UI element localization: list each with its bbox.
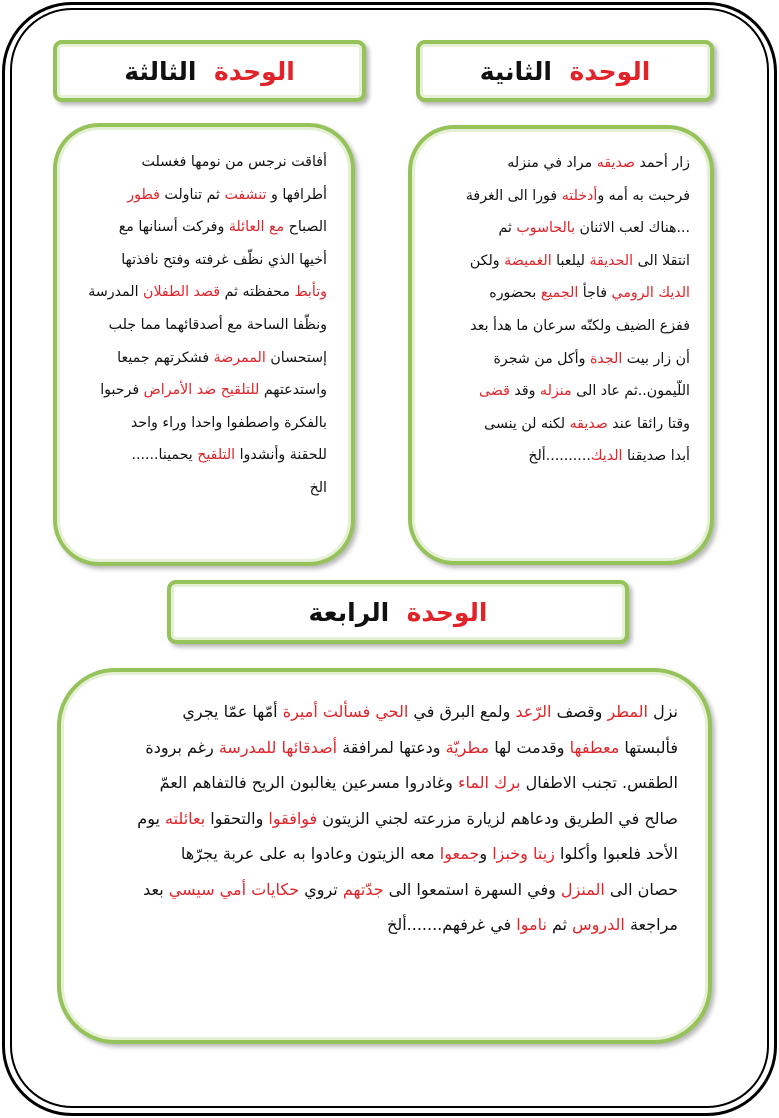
text-line: [71, 309, 327, 342]
text-segment: حصان الى: [604, 879, 678, 899]
text-line: [426, 375, 690, 408]
text-segment: واستدعتهم: [259, 382, 327, 399]
highlighted-word: زيتا وخبزا: [492, 844, 555, 863]
highlighted-word: منزله: [540, 383, 572, 400]
text-segment: فرحبت به أمه و: [597, 187, 690, 204]
highlighted-word: صديقه: [569, 415, 608, 432]
text-line: [71, 407, 327, 440]
text-segment: الطقس. تجنب الاطفال: [520, 773, 678, 792]
text-line: [71, 146, 327, 179]
text-segment: فورا الى الغرفة: [465, 187, 562, 204]
title-word: الوحدة: [213, 56, 295, 86]
text-segment: نزل: [648, 702, 678, 721]
text-line: [426, 212, 690, 245]
text-segment: أبدا صديقنا: [622, 448, 690, 465]
highlighted-word: صديقه: [596, 155, 635, 171]
highlighted-word: جدّتهم: [342, 879, 384, 899]
text-line: [71, 472, 327, 505]
highlighted-word: الرّعد: [515, 702, 552, 721]
text-segment: وفركت أسنانها مع: [118, 219, 229, 236]
text-segment: ولكن: [469, 252, 505, 269]
text-line: [71, 244, 327, 277]
highlighted-word: الممرضة: [213, 349, 266, 366]
text-segment: المدرسة: [88, 284, 144, 301]
text-segment: الخ: [309, 479, 327, 496]
text-segment: فشكرتهم جميعا: [117, 349, 214, 366]
text-line: [91, 730, 678, 766]
text-segment: صالح في الطريق ودعاهم لزيارة مزرعته لجني الزيتون: [317, 808, 678, 828]
text-line: [426, 343, 690, 376]
text-line: [426, 147, 690, 180]
title-unit-second: [416, 40, 714, 102]
highlighted-word: ناموا: [516, 915, 547, 934]
text-segment: وغادروا مسرعين يغالبون الريح فالتفاهم العمّ: [159, 773, 458, 792]
text-segment: انتقلا الى: [633, 252, 690, 269]
text-segment: أفاقت نرجس من نومها فغسلت: [141, 154, 327, 170]
highlighted-word: مطريّة: [445, 737, 490, 757]
paragraph-unit-third: [71, 146, 327, 505]
text-segment: فرحبوا: [100, 382, 144, 399]
text-segment: ..........ألخ: [528, 448, 591, 465]
text-line: [91, 872, 678, 908]
highlighted-word: أصدقائها للمدرسة: [218, 737, 338, 757]
text-line: [71, 211, 327, 244]
highlighted-word: أدخلته: [561, 187, 598, 204]
text-segment: ودعتها لمرافقة: [337, 737, 446, 757]
highlighted-word: بالحاسوب: [516, 220, 576, 237]
text-segment: للحقنة وأنشدوا: [235, 447, 327, 464]
text-segment: وفي السهرة استمعوا الى: [383, 879, 561, 899]
highlighted-word: جمعوا: [439, 844, 480, 863]
text-segment: ففزع الضيف ولكنّه سرعان ما هدأ بعد: [470, 317, 690, 334]
text-line: [426, 440, 690, 473]
text-line: [91, 765, 678, 801]
content-box-unit-third: [53, 123, 355, 566]
text-segment: ...هناك لعب الاثنان: [575, 220, 690, 237]
text-line: [71, 179, 327, 212]
text-segment: بعد: [143, 879, 169, 899]
content-box-unit-fourth: [57, 668, 712, 1044]
text-segment: اللّيمون..ثم عاد الى: [571, 383, 690, 400]
text-line: [71, 276, 327, 309]
paragraph-unit-second: [426, 147, 690, 473]
text-segment: والتحقوا: [205, 808, 269, 828]
text-segment: تروي: [299, 879, 343, 899]
text-segment: بحضوره: [489, 285, 541, 302]
highlighted-word: قصد الطفلان: [143, 284, 221, 301]
text-segment: فألبستها: [619, 737, 678, 757]
highlighted-word: معطفها: [569, 737, 620, 757]
text-segment: و: [479, 844, 493, 863]
text-segment: يحمينا......: [131, 447, 198, 464]
text-segment: وقدمت لها: [489, 737, 570, 757]
text-line: [71, 342, 327, 375]
highlighted-word: المطر: [607, 702, 648, 721]
text-segment: ثم: [498, 220, 517, 237]
text-segment: مراد في منزله: [507, 155, 597, 171]
highlighted-word: بعائلته: [165, 808, 206, 828]
text-segment: ونظّفا الساحة مع أصدقائهما مما جلب: [108, 316, 327, 333]
highlighted-word: الغميضة: [504, 252, 552, 269]
highlighted-word: الديك: [590, 448, 623, 465]
title-word: الوحدة: [406, 597, 488, 627]
text-segment: وأكل من شجرة: [493, 350, 590, 367]
highlighted-word: فوافقوا: [268, 808, 318, 828]
text-segment: الصباح: [284, 219, 327, 236]
highlighted-word: للتلقيح ضد الأمراض: [143, 382, 260, 399]
text-line: [91, 836, 678, 872]
text-segment: في غرفهم.......ألخ: [387, 915, 517, 934]
text-segment: محفظته ثم: [220, 284, 295, 301]
text-segment: معه الزيتون وعادوا به على عربة يجرّها: [180, 844, 440, 863]
text-segment: وقصف: [551, 702, 608, 721]
paragraph-unit-fourth: [91, 694, 678, 943]
text-segment: ثم: [546, 915, 573, 934]
text-line: [91, 907, 678, 943]
text-segment: بالفكرة واصطفوا واحدا وراء واحد: [130, 414, 327, 431]
title-unit-fourth: [167, 580, 629, 644]
text-line: [426, 408, 690, 441]
highlighted-word: الديك الرومي: [611, 285, 690, 302]
title-number: الثانية: [479, 56, 553, 86]
text-segment: لكنه لن ينسى: [484, 415, 570, 432]
title-word: الوحدة: [569, 56, 651, 86]
text-line: [426, 310, 690, 343]
highlighted-word: وتأبط: [294, 284, 327, 301]
text-segment: الأحد فلعبوا وأكلوا: [554, 844, 678, 863]
highlighted-word: الحديقة: [589, 252, 634, 269]
text-segment: فاجأ: [578, 285, 612, 302]
highlighted-word: الدروس: [572, 915, 625, 934]
text-line: [91, 694, 678, 730]
content-box-unit-second: [408, 125, 714, 565]
highlighted-word: تنشفت: [224, 186, 267, 203]
text-line: [426, 180, 690, 213]
highlighted-word: برك الماء: [457, 773, 521, 792]
text-segment: أن زار بيت: [622, 350, 690, 367]
text-line: [71, 374, 327, 407]
title-number: الثالثة: [124, 56, 197, 86]
text-segment: ولمع البرق في: [408, 702, 516, 721]
highlighted-word: الجدة: [589, 350, 623, 367]
text-segment: إستحسان: [265, 349, 327, 366]
text-line: [426, 277, 690, 310]
highlighted-word: فطور: [127, 186, 160, 203]
highlighted-word: قضى: [478, 383, 510, 400]
text-segment: ليلعبا: [551, 252, 590, 269]
title-number: الرابعة: [308, 597, 390, 627]
text-line: [91, 801, 678, 837]
text-line: [426, 245, 690, 278]
highlighted-word: المنزل: [560, 879, 605, 899]
title-unit-third: [53, 40, 366, 102]
text-segment: وقد: [509, 383, 541, 400]
highlighted-word: الجميع: [540, 285, 579, 302]
text-segment: مراجعة: [624, 915, 678, 934]
text-segment: أخيها الذي نظّف غرفته وفتح نافذتها: [121, 251, 327, 268]
text-segment: ثم تناولت: [159, 186, 225, 203]
highlighted-word: حكايات أمي سيسي: [168, 879, 300, 899]
highlighted-word: مع العائلة: [228, 219, 285, 236]
text-segment: وقتا رائقا عند: [607, 415, 690, 432]
text-segment: زار أحمد: [634, 155, 690, 171]
highlighted-word: التلقيح: [197, 447, 236, 464]
highlighted-word: الحي فسألت أميرة: [282, 702, 409, 721]
text-segment: يوم: [137, 808, 165, 828]
text-segment: رغم برودة: [145, 737, 219, 757]
text-line: [71, 439, 327, 472]
text-segment: أطرافها و: [266, 186, 327, 203]
text-segment: أمّها عمّا يجري: [182, 702, 283, 721]
